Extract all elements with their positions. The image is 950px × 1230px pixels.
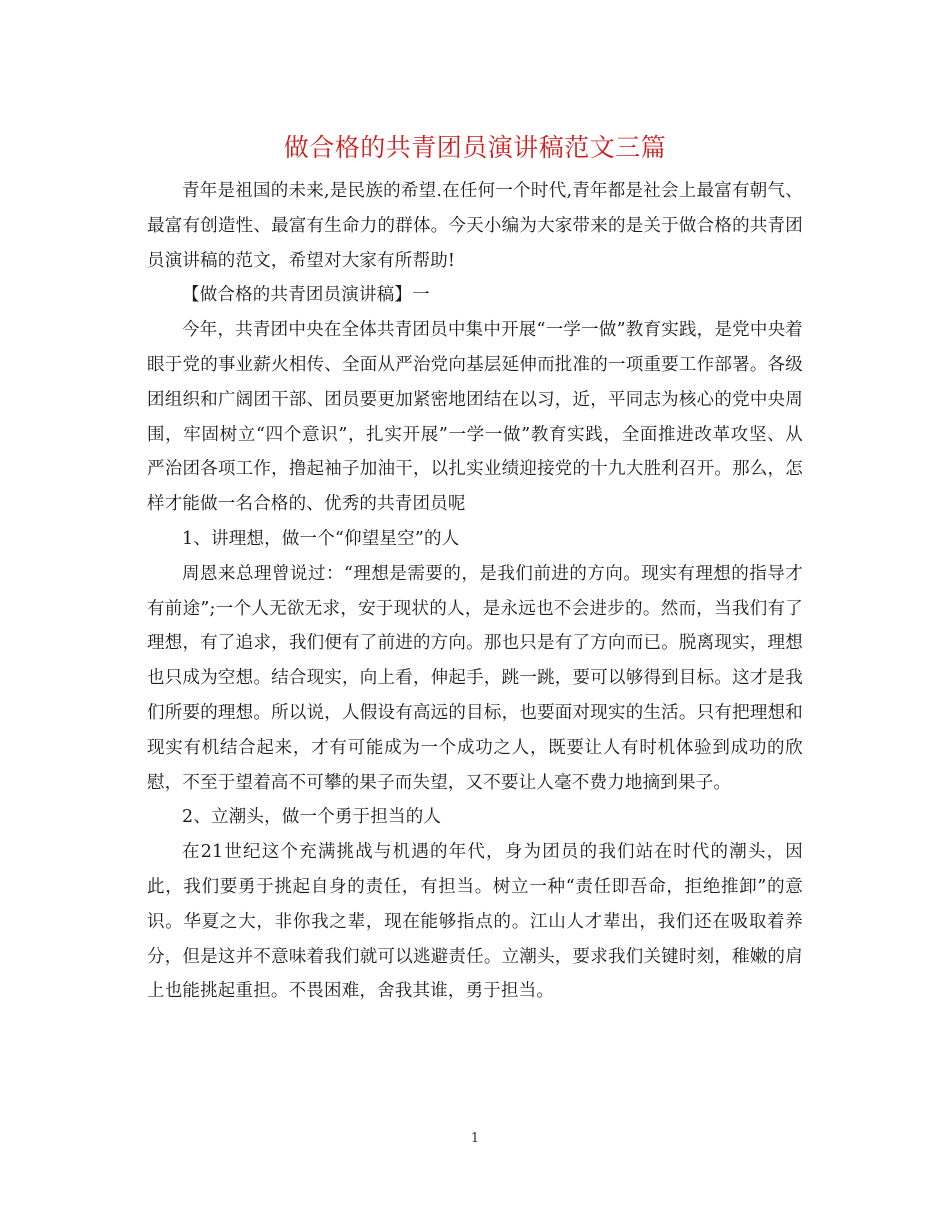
document-title: 做合格的共青团员演讲稿范文三篇 bbox=[283, 133, 667, 162]
point-heading-2: 2、立潮头，做一个勇于担当的人 bbox=[182, 807, 442, 828]
intro-paragraph: 青年是祖国的未来,是民族的希望.在任何一个时代,青年都是社会上最富有朝气、最富有创造性、最富有生命力的群体。今天小编为大家带来的是关于做合格的共青团员演讲稿的范文，希望对大家有所帮助! bbox=[147, 181, 803, 271]
page-number: 1 bbox=[470, 1131, 480, 1146]
body-paragraph: 今年，共青团中央在全体共青团员中集中开展“一学一做”教育实践，是党中央着眼于党的事业薪火相传、全面从严治党向基层延伸而批准的一项重要工作部署。各级团组织和广阔团干部、团员要更加紧密地团结在以习，近，平同志为核心的党中央周围，牢固树立“四个意识”，扎实开展”一学一做”教育实践，全面推进改革攻坚、从严治团各项工作，撸起袖子加油干，以扎实业绩迎接党的十九大胜利召开。那么，怎样才能做一名合格的、优秀的共青团员呢 bbox=[147, 320, 803, 515]
point-heading-1: 1、讲理想，做一个“仰望星空”的人 bbox=[182, 528, 460, 549]
section-heading: 【做合格的共青团员演讲稿】一 bbox=[182, 285, 430, 306]
document-body bbox=[147, 174, 803, 1009]
body-paragraph: 在21世纪这个充满挑战与机遇的年代，身为团员的我们站在时代的潮头，因此，我们要勇于挑起自身的责任，有担当。树立一种“责任即吾命，拒绝推卸”的意识。华夏之大，非你我之辈，现在能够指点的。江山人才辈出，我们还在吸取着养分，但是这并不意味着我们就可以逃避责任。立潮头，要求我们关键时刻，稚嫩的肩上也能挑起重担。不畏困难，舍我其谁，勇于担当。 bbox=[147, 842, 803, 1002]
body-paragraph: 周恩来总理曾说过：“理想是需要的，是我们前进的方向。现实有理想的指导才有前途”;一个人无欲无求，安于现状的人，是永远也不会进步的。然而，当我们有了理想，有了追求，我们便有了前进的方向。那也只是有了方向而已。脱离现实，理想也只成为空想。结合现实，向上看，伸起手，跳一跳，要可以够得到目标。这才是我们所要的理想。所以说，人假设有高远的目标，也要面对现实的生活。只有把理想和现实有机结合起来，才有可能成为一个成功之人，既要让人有时机体验到成功的欣慰，不至于望着高不可攀的果子而失望，又不要让人毫不费力地摘到果子。 bbox=[147, 563, 803, 793]
